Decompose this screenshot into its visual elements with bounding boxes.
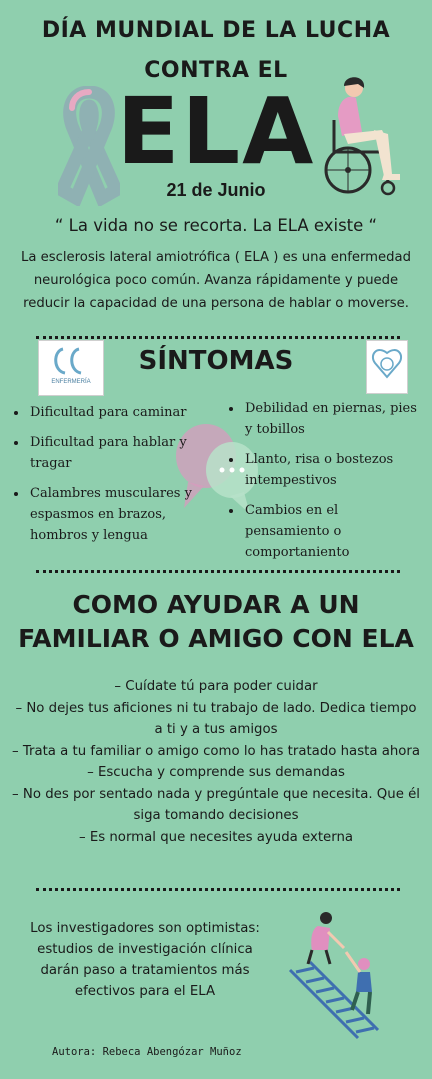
symptom-item: • Calambres musculares y espasmos en brazos, hombros y lengua bbox=[28, 483, 219, 546]
symptom-item: • Llanto, risa o bostezos intempestivos bbox=[243, 449, 421, 491]
tip-item: – Cuídate tú para poder cuidar bbox=[114, 679, 318, 694]
symptom-item: • Debilidad en piernas, pies y tobillos bbox=[243, 398, 421, 440]
dotted-divider bbox=[36, 570, 400, 573]
dotted-divider bbox=[36, 888, 400, 891]
closing-paragraph: Los investigadores son optimistas: estudios de investigación clínica darán paso a tratamientos más efectivos para el ELA bbox=[30, 921, 260, 999]
logo-caption: ENFERMERÍA bbox=[51, 379, 91, 385]
help-title bbox=[0, 588, 432, 656]
dotted-divider bbox=[36, 336, 400, 339]
title-line-2: CONTRA EL bbox=[144, 58, 288, 83]
event-date: 21 de Junio bbox=[166, 180, 266, 200]
symptoms-left-column bbox=[14, 402, 219, 555]
symptoms-right-column bbox=[229, 398, 421, 572]
intro-paragraph: La esclerosis lateral amiotrófica ( ELA ) es una enfermedad neurológica poco común. Avanza rápidamente y puede reducir la capacidad de una persona de hablar o moverse. bbox=[21, 250, 411, 311]
symptom-item: • Cambios en el pensamiento o comportaniento bbox=[243, 500, 421, 563]
symptoms-title: SÍNTOMAS bbox=[138, 346, 294, 376]
symptom-item: • Dificultad para hablar y tragar bbox=[28, 432, 219, 474]
author-credit: Autora: Rebeca Abengózar Muñoz bbox=[52, 1046, 242, 1058]
tip-item: – Trata a tu familiar o amigo como lo has tratado hasta ahora bbox=[11, 743, 421, 759]
help-title-line-1: COMO AYUDAR A UN bbox=[72, 590, 360, 619]
help-tips-list bbox=[10, 676, 422, 848]
wheelchair-person-illustration bbox=[314, 70, 414, 198]
tip-item: – Es normal que necesites ayuda externa bbox=[78, 829, 354, 845]
helping-hand-ladder-illustration bbox=[282, 910, 402, 1042]
tip-item: – Escucha y comprende sus demandas bbox=[87, 765, 345, 780]
quote-text: “ La vida no se recorta. La ELA existe “ bbox=[54, 216, 378, 235]
symptom-item: • Dificultad para caminar bbox=[28, 402, 219, 423]
ela-heading: ELA bbox=[116, 78, 316, 185]
tip-item: – No dejes tus aficiones ni tu trabajo de lado. Dedica tiempo a ti y a tus amigos bbox=[15, 700, 417, 737]
help-title-line-2: FAMILIAR O AMIGO CON ELA bbox=[18, 624, 414, 653]
title-line-1: DÍA MUNDIAL DE LA LUCHA bbox=[41, 18, 391, 43]
tip-item: – No des por sentado nada y pregúntale que necesita. Que él siga tomando decisiones bbox=[12, 786, 420, 823]
